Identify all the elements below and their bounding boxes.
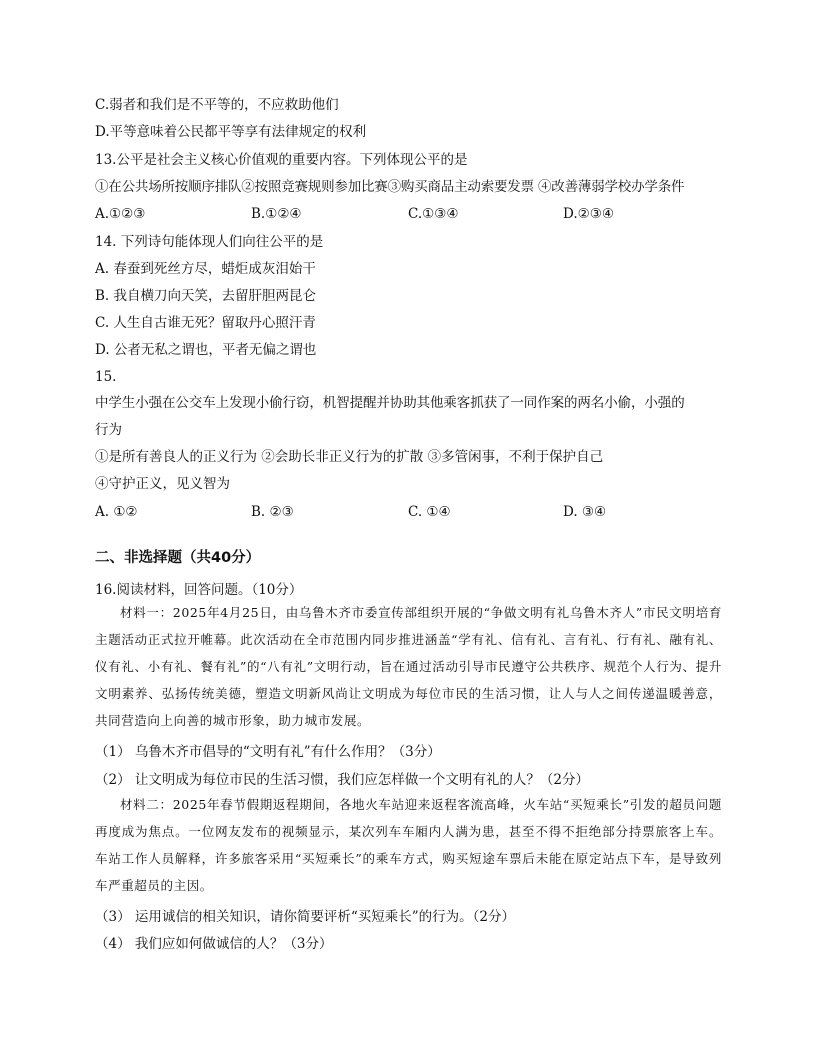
q14-option-c: C. 人生自古谁无死？留取丹心照汗青	[95, 315, 316, 331]
q14-stem: 14. 下列诗句能体现人们向往公平的是	[95, 234, 324, 250]
section-heading: 二、非选择题（共40分）	[95, 550, 261, 566]
q12-option-c: C.弱者和我们是不平等的，不应救助他们	[95, 97, 339, 113]
q16-subquestion-4: （4） 我们应如何做诚信的人？（3分）	[95, 936, 333, 952]
q16-subquestion-2: （2） 让文明成为每位市民的生活习惯，我们应怎样做一个文明有礼的人？（2分）	[95, 772, 589, 788]
q16-material-1: 材料一：2025年4月25日，由乌鲁木齐市委宣传部组织开展的“争做文明有礼乌鲁木齐人”市民文明培育主题活动正式拉开帷幕。此次活动在全市范围内同步推进涵盖“学有礼、信有礼、言有礼、行有礼、融有礼、仪有礼、小有礼、餐有礼”的“八有礼”文明行动，旨在通过活动引导市民遵守公共秩序、规范个人行为、提升文明素养、弘扬传统美德，塑造文明新风尚让文明成为每位市民的生活习惯，让人与人之间传递温暖善意，共同营造向上向善的城市形象，助力城市发展。	[95, 605, 722, 728]
q15-stem-line2: 行为	[95, 422, 122, 438]
q15-number: 15.	[95, 369, 117, 385]
q16-subquestion-3: （3） 运用诚信的相关知识，请你简要评析“买短乘长”的行为。（2分）	[95, 909, 516, 925]
q15-option-a: A. ①②	[95, 504, 138, 520]
q15-option-b: B. ②③	[251, 504, 294, 520]
q13-option-b: B.①②④	[251, 206, 302, 222]
q16-stem: 16.阅读材料，回答问题。（10分）	[95, 582, 303, 598]
q13-option-d: D.②③④	[563, 206, 614, 222]
q13-option-a: A.①②③	[95, 206, 146, 222]
q15-option-d: D. ③④	[563, 504, 607, 520]
q16-material-2: 材料二：2025年春节假期返程期间，各地火车站迎来返程客流高峰，火车站“买短乘长”引发的超员问题再度成为焦点。一位网友发布的视频显示，某次列车车厢内人满为患，甚至不得不拒绝部分持票旅客上车。车站工作人员解释，许多旅客采用“买短乘长”的乘车方式，购买短途车票后未能在原定站点下车，是导致列车严重超员的主因。	[95, 797, 722, 893]
q15-option-c: C. ①④	[408, 504, 451, 520]
q13-items: ①在公共场所按顺序排队②按照竞赛规则参加比赛③购买商品主动索要发票 ④改善薄弱学校办学条件	[95, 179, 685, 195]
q15-items-line2: ④守护正义，见义智为	[95, 476, 230, 492]
q14-option-d: D. 公者无私之谓也，平者无偏之谓也	[95, 342, 317, 358]
q14-option-a: A. 春蚕到死丝方尽，蜡炬成灰泪始干	[95, 261, 316, 277]
q15-items-line1: ①是所有善良人的正义行为 ②会助长非正义行为的扩散 ③多管闲事，不利于保护自己	[95, 449, 604, 465]
q13-stem: 13.公平是社会主义核心价值观的重要内容。下列体现公平的是	[95, 152, 468, 168]
q14-option-b: B. 我自横刀向天笑，去留肝胆两昆仑	[95, 288, 317, 304]
q15-stem-line1: 中学生小强在公交车上发现小偷行窃，机智提醒并协助其他乘客抓获了一同作案的两名小偷，小强的	[95, 395, 685, 411]
q12-option-d: D.平等意味着公民都平等享有法律规定的权利	[95, 124, 367, 140]
q13-option-c: C.①③④	[408, 206, 459, 222]
q16-subquestion-1: （1） 乌鲁木齐市倡导的“文明有礼”有什么作用？（3分）	[95, 744, 441, 760]
